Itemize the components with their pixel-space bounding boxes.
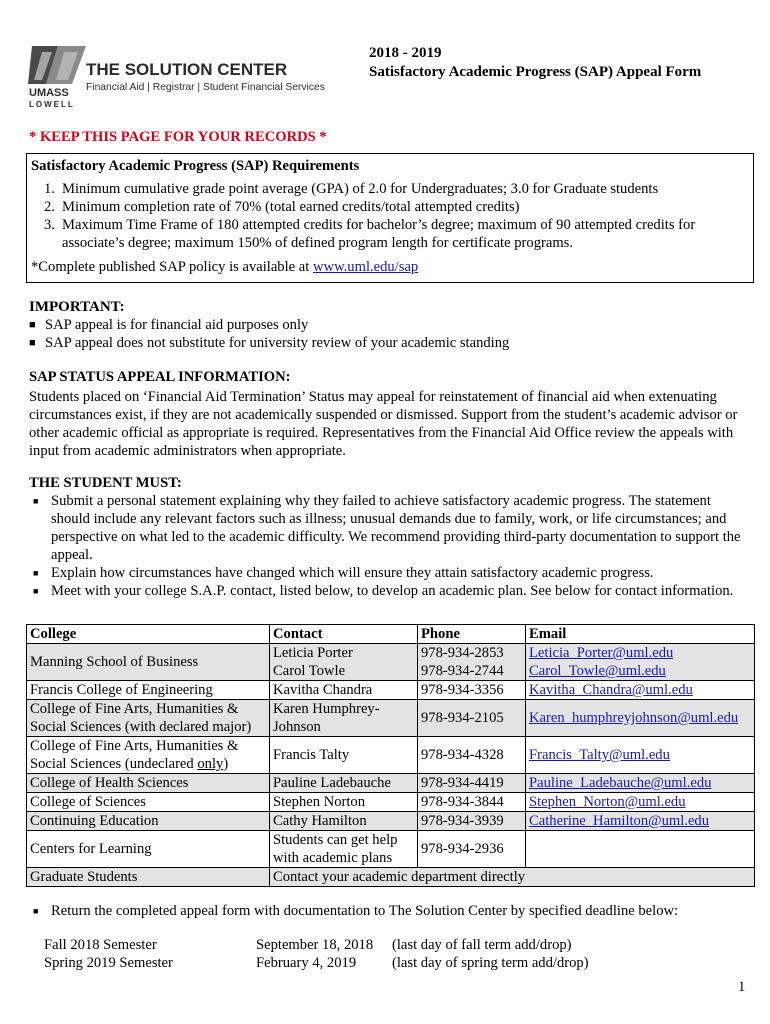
important-item: ■ SAP appeal does not substitute for university review of your academic standing [29, 335, 510, 351]
bullet-square-icon: ■ [33, 568, 39, 578]
requirements-list [31, 180, 749, 252]
bullet-square-icon: ■ [29, 337, 36, 349]
col-header-college: College [27, 625, 270, 644]
email-link[interactable]: Leticia_Porter@uml.edu [529, 645, 674, 661]
form-title: Satisfactory Academic Progress (SAP) Appeal Form [369, 64, 702, 80]
student-must-heading: THE STUDENT MUST: [29, 475, 182, 491]
table-row: College of Fine Arts, Humanities & Social Sciences (undeclared only) Francis Talty 978-934-4328 Francis_Talty@uml.edu [27, 737, 755, 774]
email-link[interactable]: Francis_Talty@uml.edu [529, 747, 670, 763]
logo-lowell-text: LOWELL [29, 100, 75, 108]
umass-lowell-solution-center-logo [28, 44, 358, 108]
logo-umass-text: UMASS [29, 87, 69, 99]
return-note: ■ Return the completed appeal form with documentation to The Solution Center by specified deadline below: [29, 902, 749, 920]
email-link[interactable]: Pauline_Ladebauche@uml.edu [529, 775, 712, 791]
bullet-square-icon: ■ [33, 496, 39, 506]
deadline-row: Spring 2019 Semester February 4, 2019 (last day of spring term add/drop) [44, 955, 589, 971]
important-section [29, 298, 749, 352]
logo-org-name: THE SOLUTION CENTER [86, 60, 288, 79]
col-header-email: Email [526, 625, 755, 644]
status-appeal-section [29, 368, 749, 460]
important-list [29, 316, 749, 352]
important-item: ■ SAP appeal is for financial aid purposes only [29, 317, 309, 333]
table-header-row [27, 625, 755, 644]
bullet-square-icon: ■ [33, 906, 39, 916]
bullet-square-icon: ■ [33, 586, 39, 596]
requirement-item: 1. Minimum cumulative grade point average (GPA) of 2.0 for Undergraduates; 3.0 for Graduate students [44, 181, 659, 197]
table-row: Graduate Students Contact your academic department directly [27, 868, 755, 887]
policy-note: *Complete published SAP policy is available at www.uml.edu/sap [31, 259, 419, 275]
status-appeal-text: Students placed on ‘Financial Aid Termination’ Status may appeal for reinstatement of financial aid when extenuating circumstances exist, if they are not academically suspended or dismissed. Support from the student’s academic advisor or other academic official as appropriate is required. Representatives from the Financial Aid Office review the appeals with input from academic administrators when appropriate. [29, 389, 738, 459]
email-link[interactable]: Stephen_Norton@uml.edu [529, 794, 686, 810]
keep-records-notice: * KEEP THIS PAGE FOR YOUR RECORDS * [29, 129, 327, 145]
student-must-list [29, 492, 749, 600]
table-row: College of Fine Arts, Humanities & Social Sciences (with declared major) Karen Humphrey- Johnson 978-934-2105 Karen_humphreyjohnson@uml.edu [27, 700, 755, 737]
student-must-item: ■ Meet with your college S.A.P. contact, listed below, to develop an academic plan. See below for contact information. [29, 582, 749, 600]
student-must-item: ■ Explain how circumstances have changed which will ensure they attain satisfactory academic progress. [29, 564, 749, 582]
deadlines-list [44, 936, 589, 972]
email-link[interactable]: Kavitha_Chandra@uml.edu [529, 682, 693, 698]
important-heading: IMPORTANT: [29, 299, 125, 315]
table-row: Francis College of Engineering Kavitha Chandra 978-934-3356 Kavitha_Chandra@uml.edu [27, 681, 755, 700]
college-contacts-table [26, 624, 755, 887]
form-title-block [369, 44, 701, 82]
sap-policy-link[interactable]: www.uml.edu/sap [312, 259, 419, 275]
email-link[interactable]: Carol_Towle@uml.edu [529, 663, 666, 679]
email-link[interactable]: Catherine_Hamilton@uml.edu [529, 813, 710, 829]
table-row: Continuing Education Cathy Hamilton 978-934-3939 Catherine_Hamilton@uml.edu [27, 812, 755, 831]
col-header-phone: Phone [418, 625, 526, 644]
deadline-row: Fall 2018 Semester September 18, 2018 (last day of fall term add/drop) [44, 937, 572, 953]
sap-requirements-heading: Satisfactory Academic Progress (SAP) Requirements [31, 158, 360, 174]
table-row: College of Sciences Stephen Norton 978-934-3844 Stephen_Norton@uml.edu [27, 793, 755, 812]
student-must-section [29, 474, 749, 600]
page-number: 1 [738, 979, 746, 995]
status-appeal-heading: SAP STATUS APPEAL INFORMATION: [29, 369, 291, 385]
requirement-item: 2. Minimum completion rate of 70% (total earned credits/total attempted credits) [44, 199, 520, 215]
email-link[interactable]: Karen_humphreyjohnson@uml.edu [529, 710, 739, 726]
requirement-item: 3. Maximum Time Frame of 180 attempted credits for bachelor’s degree; maximum of 90 attempted credits for associate’s degree; maximum 150% of defined program length for certificate programs. [44, 217, 696, 251]
table-row: College of Health Sciences Pauline Ladebauche 978-934-4419 Pauline_Ladebauche@uml.edu [27, 774, 755, 793]
student-must-item: ■ Submit a personal statement explaining why they failed to achieve satisfactory academic progress. The statement should include any relevant factors such as illness; unusual demands due to family, work, or life circumstances; and perspective on what led to the academic difficulty. We recommend providing third-party documentation to support the appeal. [29, 492, 749, 564]
sap-requirements-box [26, 153, 754, 283]
logo-org-subtitle: Financial Aid | Registrar | Student Financial Services [86, 82, 325, 93]
bullet-square-icon: ■ [29, 319, 36, 331]
umass-logo-mark-icon [28, 46, 86, 84]
form-year: 2018 - 2019 [369, 45, 442, 61]
table-row: Manning School of Business Leticia Porter Carol Towle 978-934-2853 978-934-2744 Leticia_Porter@uml.edu Carol_Towle@uml.edu [27, 644, 755, 681]
return-section [29, 902, 749, 920]
col-header-contact: Contact [270, 625, 418, 644]
table-row: Centers for Learning Students can get help with academic plans 978-934-2936 [27, 831, 755, 868]
